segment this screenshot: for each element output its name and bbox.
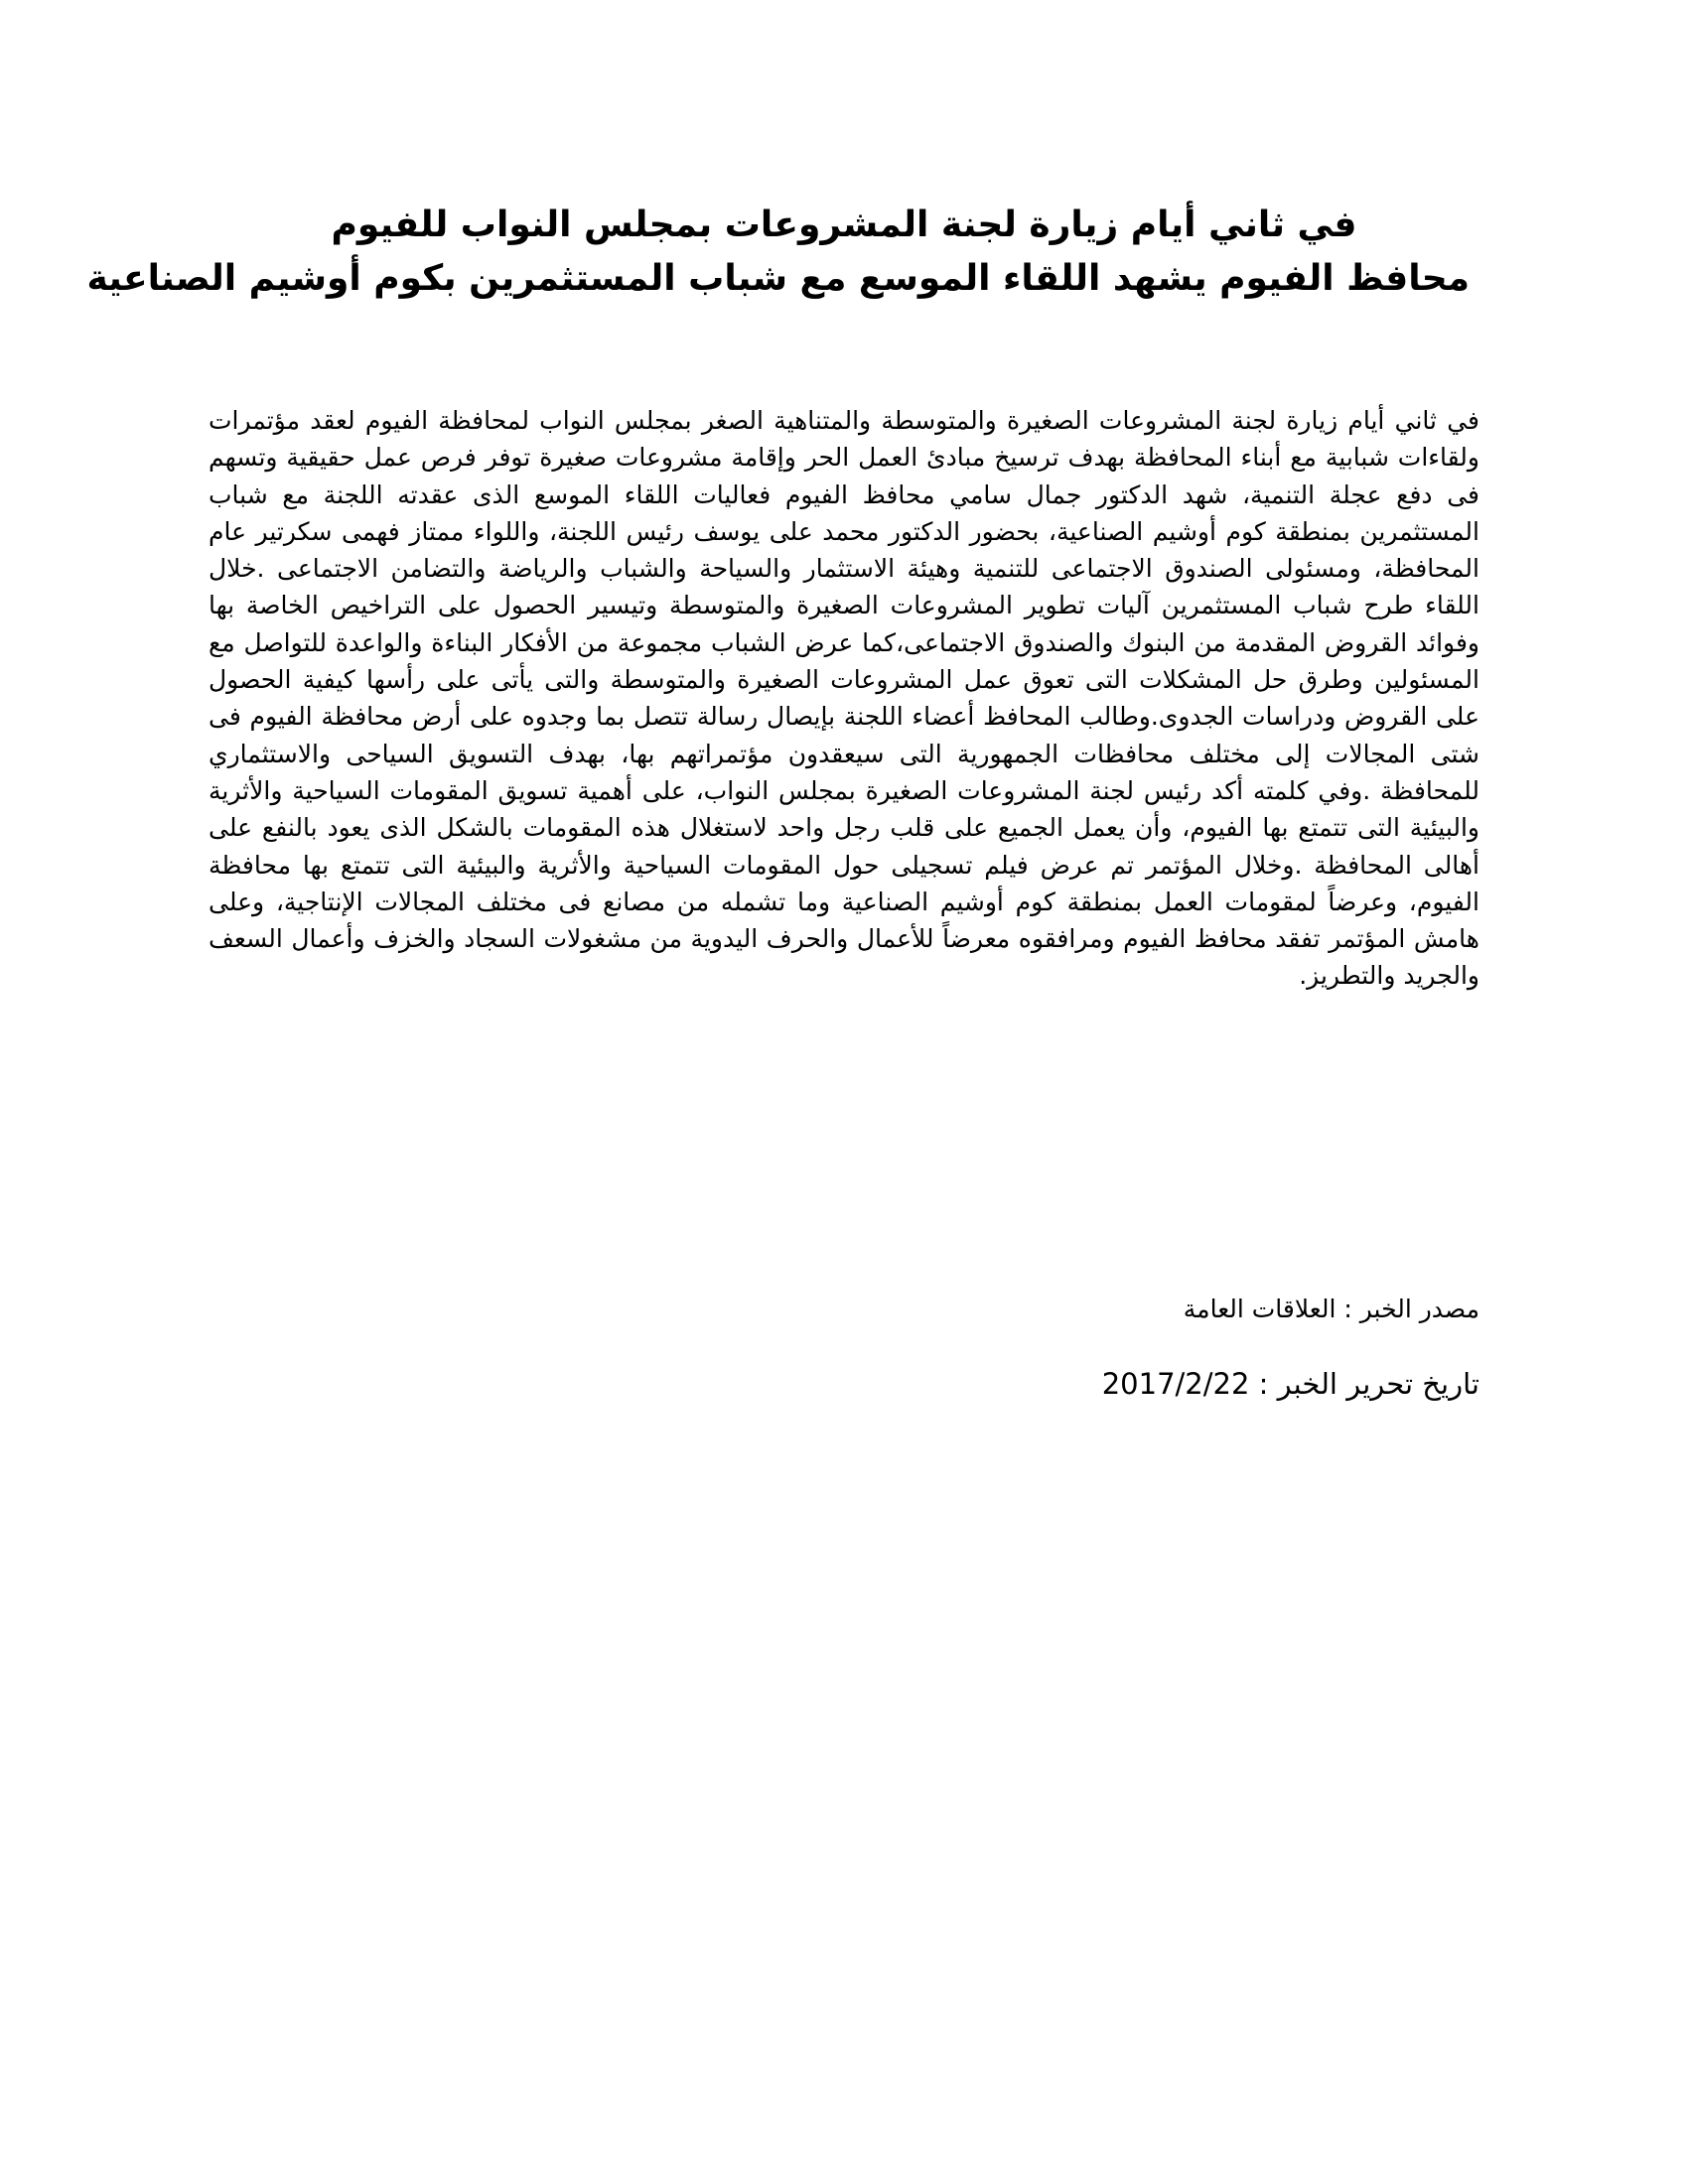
news-source-value: العلاقات العامة bbox=[1183, 1295, 1336, 1323]
article-body: في ثاني أيام زيارة لجنة المشروعات الصغيرة والمتوسطة والمتناهية الصغر بمجلس النواب لمحافظة الفيوم لعقد مؤتمرات ولقاءات شبابية مع أبناء المحافظة بهدف ترسيخ مبادئ العمل الحر وإقامة مشروعات صغيرة توفر فرص عمل حقيقية وتسهم فى دفع عجلة التنمية، شهد الدكتور جمال سامي محافظ الفيوم فعاليات اللقاء الموسع الذى عقدته اللجنة مع شباب المستثمرين بمنطقة كوم أوشيم الصناعية، بحضور الدكتور محمد على يوسف رئيس اللجنة، واللواء ممتاز فهمى سكرتير عام المحافظة، ومسئولى الصندوق الاجتماعى للتنمية وهيئة الاستثمار والسياحة والشباب والرياضة والتضامن الاجتماعى .خلال اللقاء طرح شباب المستثمرين آليات تطوير المشروعات الصغيرة والمتوسطة وتيسير الحصول على التراخيص الخاصة بها وفوائد القروض المقدمة من البنوك والصندوق الاجتماعى،كما عرض الشباب مجموعة من الأفكار البناءة والواعدة للتواصل مع المسئولين وطرق حل المشكلات التى تعوق عمل المشروعات الصغيرة والمتوسطة والتى يأتى على رأسها كيفية الحصول على القروض ودراسات الجدوى.وطالب المحافظ أعضاء اللجنة بإيصال رسالة تتصل بما وجدوه على أرض محافظة الفيوم فى شتى المجالات إلى مختلف محافظات الجمهورية التى سيعقدون مؤتمراتهم بها، بهدف التسويق السياحى والاستثماري للمحافظة .وفي كلمته أكد رئيس لجنة المشروعات الصغيرة بمجلس النواب، على أهمية تسويق المقومات السياحية والأثرية والبيئية التى تتمتع بها الفيوم، وأن يعمل الجميع على قلب رجل واحد لاستغلال هذه المقومات بالشكل الذى يعود بالنفع على أهالى المحافظة .وخلال المؤتمر تم عرض فيلم تسجيلى حول المقومات السياحية والأثرية والبيئية التى تتمتع بها محافظة الفيوم، وعرضاً لمقومات العمل بمنطقة كوم أوشيم الصناعية وما تشمله من مصانع فى مختلف المجالات الإنتاجية، وعلى هامش المؤتمر تفقد محافظ الفيوم ومرافقوه معرضاً للأعمال والحرف اليدوية من مشغولات السجاد والخزف وأعمال السعف والجريد والتطريز. bbox=[209, 406, 1479, 991]
news-source-label: مصدر الخبر : bbox=[1343, 1295, 1479, 1323]
headline-block bbox=[86, 199, 1470, 306]
edit-date bbox=[1102, 1364, 1479, 1404]
headline-line-2: محافظ الفيوم يشهد اللقاء الموسع مع شباب المستثمرين بكوم أوشيم الصناعية bbox=[86, 258, 1470, 299]
edit-date-label: تاريخ تحرير الخبر : bbox=[1258, 1367, 1479, 1401]
news-source bbox=[1184, 1291, 1479, 1327]
edit-date-value: 2017/2/22 bbox=[1101, 1367, 1250, 1401]
headline-line-1: في ثاني أيام زيارة لجنة المشروعات بمجلس النواب للفيوم bbox=[331, 205, 1357, 245]
